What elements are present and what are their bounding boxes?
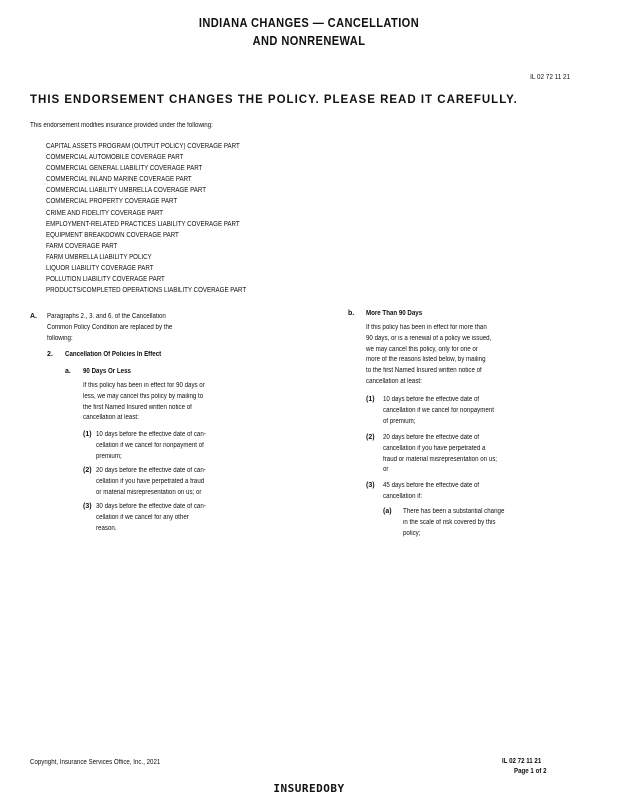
section-a-sub-title: 90 Days Or Less	[83, 368, 131, 375]
text-line: of premium;	[383, 417, 416, 425]
coverage-part-item: FARM COVERAGE PART	[46, 242, 118, 250]
coverage-part-item: PRODUCTS/COMPLETED OPERATIONS LIABILITY COVERAGE PART	[46, 287, 247, 295]
coverage-part-item: CAPITAL ASSETS PROGRAM (OUTPUT POLICY) COVERAGE PART	[46, 143, 240, 150]
section-a-label: A.	[30, 313, 37, 320]
section-b-title: More Than 90 Days	[366, 310, 423, 317]
coverage-part-item: EQUIPMENT BREAKDOWN COVERAGE PART	[46, 231, 179, 239]
item-a3-label: (3)	[83, 503, 92, 510]
item-a3-text	[96, 502, 221, 534]
text-line: cellation if you have perpetrated a fraud	[96, 477, 205, 485]
coverage-part-item: LIQUOR LIABILITY COVERAGE PART	[46, 265, 154, 273]
text-line: cancellation at least:	[83, 414, 139, 422]
section-a-sub-text	[83, 381, 221, 424]
text-line: 20 days before the effective date of can-	[96, 467, 206, 474]
coverage-part-item: FARM UMBRELLA LIABILITY POLICY	[46, 253, 152, 261]
text-line: Common Policy Condition are replaced by the	[47, 323, 173, 331]
text-line: 45 days before the effective date of	[383, 482, 480, 489]
text-line: policy;	[403, 529, 421, 537]
coverage-part-item: COMMERCIAL LIABILITY UMBRELLA COVERAGE PART	[46, 187, 206, 195]
section-b-label: b.	[348, 310, 355, 317]
intro-text: This endorsement modifies insurance provided under the following:	[30, 122, 213, 129]
text-line: 90 days, or is a renewal of a policy we issued,	[366, 334, 492, 342]
text-line: in the scale of risk covered by this	[403, 518, 496, 526]
document-title-line-1: INDIANA CHANGES — CANCELLATION	[198, 15, 420, 30]
text-line: or	[383, 466, 389, 474]
text-line: Paragraphs 2., 3. and 6. of the Cancellation	[47, 313, 166, 320]
text-line: or material misrepresentation on us; or	[96, 488, 202, 496]
item-b1-label: (1)	[366, 396, 375, 403]
section-2-title: Cancellation Of Policies In Effect	[65, 351, 162, 358]
item-a2-label: (2)	[83, 467, 92, 474]
text-line: less, we may cancel this policy by mailing to	[83, 392, 204, 400]
right-column	[348, 309, 588, 549]
text-line: cellation if we cancel for any other	[96, 513, 189, 521]
coverage-part-item: COMMERCIAL PROPERTY COVERAGE PART	[46, 198, 178, 206]
insuredoby-watermark: INSUREDOBY	[273, 782, 345, 795]
section-a-text	[47, 312, 189, 344]
footer-page-number: Page 1 of 2	[514, 768, 547, 775]
coverage-parts-list	[46, 141, 273, 296]
endorsement-banner: THIS ENDORSEMENT CHANGES THE POLICY. PLEASE READ IT CAREFULLY.	[30, 94, 518, 106]
text-line: cancellation if you have perpetrated a	[383, 444, 486, 452]
text-line: If this policy has been in effect for 90 days or	[83, 382, 205, 389]
text-line: fraud or material misrepresentation on us;	[383, 455, 498, 463]
item-b2-text	[383, 433, 513, 476]
text-line: 20 days before the effective date of	[383, 434, 480, 441]
text-line: following:	[47, 334, 73, 342]
text-line: cancellation at least:	[366, 377, 422, 385]
section-a-sub-label: a.	[65, 368, 71, 375]
item-a1-text	[96, 430, 221, 462]
text-line: more of the reasons listed below, by mailing	[366, 356, 486, 364]
item-b3-text	[383, 481, 492, 503]
item-a2-text	[96, 466, 221, 498]
text-line: 30 days before the effective date of can-	[96, 503, 206, 510]
coverage-part-item: COMMERCIAL AUTOMOBILE COVERAGE PART	[46, 154, 184, 162]
coverage-part-item: POLLUTION LIABILITY COVERAGE PART	[46, 276, 165, 284]
text-line: to the first Named Insured written notice of	[366, 367, 482, 375]
text-line: cancellation if we cancel for nonpayment	[383, 406, 494, 414]
item-b3a-label: (a)	[383, 508, 392, 515]
item-b2-label: (2)	[366, 434, 375, 441]
section-2-label: 2.	[47, 351, 53, 358]
item-a1-label: (1)	[83, 431, 92, 438]
item-b3a-text	[403, 507, 518, 539]
left-column	[30, 312, 290, 552]
text-line: reason.	[96, 524, 117, 532]
section-b-text	[366, 323, 508, 388]
text-line: There has been a substantial change	[403, 508, 505, 515]
text-line: the first Named Insured written notice of	[83, 403, 192, 411]
text-line: we may cancel this policy, only for one or	[366, 345, 478, 353]
text-line: cellation if we cancel for nonpayment of	[96, 441, 204, 449]
coverage-part-item: CRIME AND FIDELITY COVERAGE PART	[46, 209, 164, 217]
coverage-part-item: EMPLOYMENT-RELATED PRACTICES LIABILITY COVERAGE PART	[46, 220, 240, 228]
coverage-part-item: COMMERCIAL INLAND MARINE COVERAGE PART	[46, 176, 192, 184]
document-title-line-2: AND NONRENEWAL	[252, 33, 366, 48]
form-number-header: IL 02 72 11 21	[529, 72, 570, 81]
item-b1-text	[383, 395, 509, 427]
text-line: If this policy has been in effect for more than	[366, 324, 487, 331]
copyright-footer: Copyright, Insurance Services Office, Inc., 2021	[30, 759, 161, 766]
footer-form-number: IL 02 72 11 21	[502, 758, 542, 765]
text-line: premium;	[96, 452, 122, 460]
text-line: 10 days before the effective date of can-	[96, 431, 206, 438]
text-line: 10 days before the effective date of	[383, 396, 480, 403]
text-line: cancellation if:	[383, 492, 423, 500]
coverage-part-item: COMMERCIAL GENERAL LIABILITY COVERAGE PART	[46, 165, 203, 173]
item-b3-label: (3)	[366, 482, 375, 489]
